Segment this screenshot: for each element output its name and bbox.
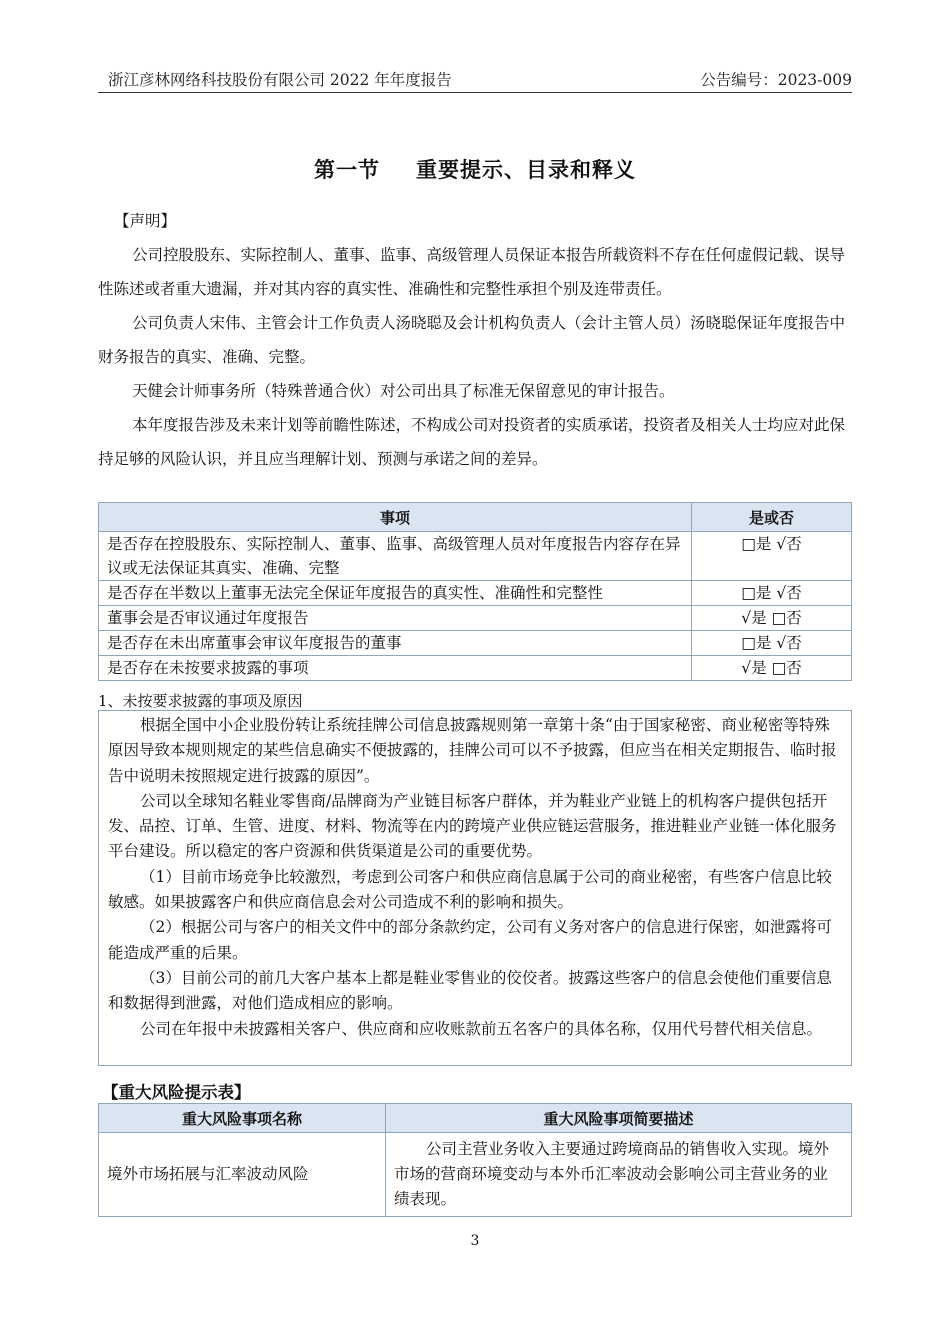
declaration-heading: 【声明】: [114, 212, 177, 230]
declaration-paragraph: 公司控股股东、实际控制人、董事、监事、高级管理人员保证本报告所载资料不存在任何虚假记载、误导性陈述或者重大遗漏，并对其内容的真实性、准确性和完整性承担个别及连带责任。: [98, 246, 846, 298]
matter-answer: □是 √否: [692, 631, 852, 656]
table-header-row: [99, 1104, 852, 1133]
page-header: [98, 66, 852, 93]
undisclosed-reasons-box: [98, 710, 852, 1066]
undisclosed-paragraph: 公司在年报中未披露相关客户、供应商和应收账款前五名客户的具体名称，仅用代号替代相关信息。: [140, 1019, 823, 1038]
matter-answer: √是 □否: [692, 606, 852, 631]
declaration-paragraph: 天健会计师事务所（特殊普通合伙）对公司出具了标准无保留意见的审计报告。: [132, 382, 675, 400]
section-title: [0, 154, 950, 184]
matter-item: 董事会是否审议通过年度报告: [99, 606, 692, 631]
matter-item: 是否存在未按要求披露的事项: [99, 656, 692, 681]
section-title-text: 重要提示、目录和释义: [416, 158, 636, 182]
section-number: 第一节: [314, 158, 380, 182]
column-header-item: 事项: [99, 503, 692, 532]
declaration-paragraph: 本年度报告涉及未来计划等前瞻性陈述，不构成公司对投资者的实质承诺，投资者及相关人士均应对此保持足够的风险认识，并且应当理解计划、预测与承诺之间的差异。: [98, 416, 846, 468]
header-announcement-number: 公告编号：2023-009: [700, 71, 852, 89]
declaration-section: [98, 204, 852, 476]
undisclosed-paragraph: 公司以全球知名鞋业零售商/品牌商为产业链目标客户群体，并为鞋业产业链上的机构客户提供包括开发、品控、订单、生管、进度、材料、物流等在内的跨境产业供应链运营服务，推进鞋业产业链一体化服务平台建设。所以稳定的客户资源和供货渠道是公司的重要优势。: [108, 791, 837, 861]
table-row: [99, 1133, 852, 1217]
risk-table-heading: 【重大风险提示表】: [102, 1083, 251, 1102]
risk-name: 境外市场拓展与汇率波动风险: [99, 1133, 386, 1217]
table-header-row: [99, 503, 852, 532]
undisclosed-paragraph: （1）目前市场竞争比较激烈，考虑到公司客户和供应商信息属于公司的商业秘密，有些客户信息比较敏感。如果披露客户和供应商信息会对公司造成不利的影响和损失。: [108, 867, 832, 912]
table-row: [99, 606, 852, 631]
table-row: [99, 656, 852, 681]
matter-answer: □是 √否: [692, 532, 852, 581]
table-row: [99, 631, 852, 656]
matter-answer: √是 □否: [692, 656, 852, 681]
undisclosed-heading: 1、未按要求披露的事项及原因: [98, 692, 303, 710]
matter-answer: □是 √否: [692, 581, 852, 606]
undisclosed-paragraph: 根据全国中小企业股份转让系统挂牌公司信息披露规则第一章第十条“由于国家秘密、商业秘密等特殊原因导致本规则规定的某些信息确实不便披露的，挂牌公司可以不予披露，但应当在相关定期报告、临时报告中说明未按照规定进行披露的原因”。: [108, 716, 837, 785]
header-report-title: 浙江彦林网络科技股份有限公司 2022 年年度报告: [108, 71, 452, 89]
matter-item: 是否存在未出席董事会审议年度报告的董事: [99, 631, 692, 656]
matter-item: 是否存在半数以上董事无法完全保证年度报告的真实性、准确性和完整性: [99, 581, 692, 606]
matters-table: [98, 502, 852, 681]
column-header-answer: 是或否: [692, 503, 852, 532]
column-header-risk-name: 重大风险事项名称: [99, 1104, 386, 1133]
table-row: [99, 532, 852, 581]
table-row: [99, 581, 852, 606]
matter-item: 是否存在控股股东、实际控制人、董事、监事、高级管理人员对年度报告内容存在异议或无法保证其真实、准确、完整: [99, 532, 692, 581]
undisclosed-paragraph: （2）根据公司与客户的相关文件中的部分条款约定，公司有义务对客户的信息进行保密，如泄露将可能造成严重的后果。: [108, 918, 832, 962]
risk-table: [98, 1103, 852, 1217]
risk-description: 公司主营业务收入主要通过跨境商品的销售收入实现。境外市场的营商环境变动与本外币汇率波动会影响公司主营业务的业绩表现。: [386, 1133, 852, 1217]
page-number: 3: [470, 1233, 480, 1249]
undisclosed-paragraph: （3）目前公司的前几大客户基本上都是鞋业零售业的佼佼者。披露这些客户的信息会使他们重要信息和数据得到泄露，对他们造成相应的影响。: [108, 968, 832, 1013]
declaration-paragraph: 公司负责人宋伟、主管会计工作负责人汤晓聪及会计机构负责人（会计主管人员）汤晓聪保证年度报告中财务报告的真实、准确、完整。: [98, 314, 846, 366]
column-header-risk-description: 重大风险事项简要描述: [386, 1104, 852, 1133]
